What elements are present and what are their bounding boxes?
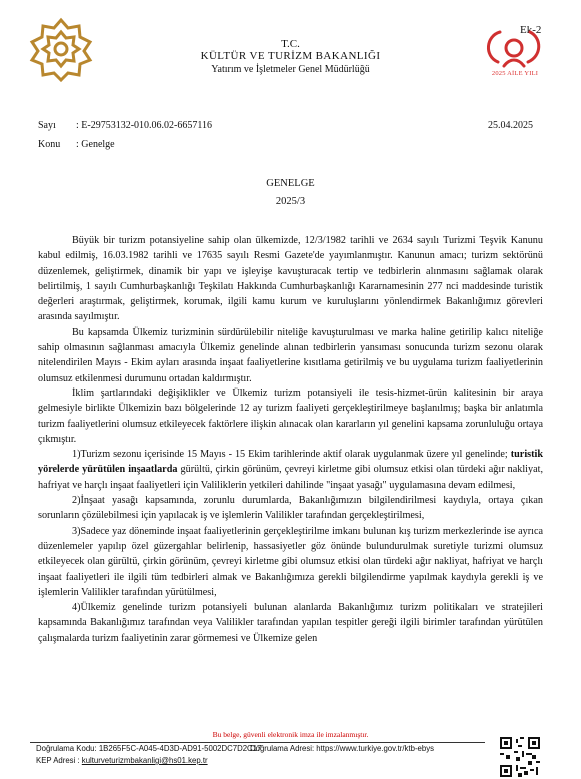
paragraph-2: Bu kapsamda Ülkemiz turizminin sürdürülebilir niteliğe kavuşturulması ve marka haline getirilip kalıcı niteliğe sahip olmasının sağlanması amacıyla Ülkemiz genelinde alınan tedbirlerin yansıması sonucunda turizm sezonu olarak nitelendirilen Mayıs - Ekim ayları arasında inşaat faaliyetlerine kısıtlama getirilmiş ve bu uygulama turizm faaliyetlerinin olumsuz etkilenmesi durumunu ortadan kaldırmıştır. xyxy=(38,326,543,384)
kep-address xyxy=(36,756,208,765)
paragraph-5: 2)İnşaat yasağı kapsamında, zorunlu durumlarda, Bakanlığımızın bilgilendirilmesi kaydıyla, ortaya çıkan sorunların çözülebilmesi için yapılacak iş ve işlemlerin Valilikler tarafından gerçekleştirilmesi, xyxy=(38,495,543,522)
verification-code: Doğrulama Kodu: 1B265F5C-A045-4D3D-AD91-5002DC7D2C17 xyxy=(36,744,262,753)
sayi-label: Sayı xyxy=(38,120,56,131)
paragraph-4-part-a: 1)Turizm sezonu içerisinde 15 Mayıs - 15 Ekim tarihlerinde aktif olarak uygulanmak üzere yıl genelinde; xyxy=(72,449,511,461)
document-title: GENELGE xyxy=(266,178,315,189)
paragraph-3: İklim şartlarındaki değişiklikler ve Ülkemiz turizm potansiyeli ile tesis-hizmet-ürün kalitesinin bir araya gelmesiyle birlikte Ülkemizin bazı bölgelerinde 12 ay turizm faaliyeti gerçekleştirilmeye başlanılmış; başka bir anlatımla turizm faaliyetlerini olumsuz etkileyecek faktörlere ilişkin alınacak olan kararların yıl genelini kapsama zorunluluğu ortaya çıkmıştır. xyxy=(38,387,543,445)
kep-label: KEP Adresi : xyxy=(36,756,82,765)
paragraph-4-bold: turistik yörelerde yürütülen inşaatlarda xyxy=(38,449,543,476)
paragraph-6: 3)Sadece yaz döneminde inşaat faaliyetlerinin gerçekleştirilme imkanı bulunan kış turizm merkezlerinde ise ayrıca düzenlemeler yapılıp özel güzergahlar belirlenip, hassasiyetler göz önünde bulundurulmak suretiyle turizmi olumsuz etkileyecek olan gürültü, çirkin görünüm, çevreyi kirletme gibi olumsuz etkisi olan türdeki ağır nakliyat, hafriyat ve harçlı inşaat faaliyetleri ile ilgili tüm tedbirleri almak ve Bakanlığımıza gerekli bilgilendirme yapılmak kaydıyla gerekli iş ve işlemlerin Valilikler tarafından yürütülmesi, xyxy=(38,525,543,598)
konu-value: : Genelge xyxy=(76,139,115,150)
footer-divider xyxy=(30,742,485,743)
paragraph-4 xyxy=(38,447,543,493)
kep-link[interactable]: kulturveturizmbakanligi@hs01.kep.tr xyxy=(81,756,208,765)
document-number: 2025/3 xyxy=(275,196,306,207)
verification-address[interactable]: Doğrulama Adresi: https://www.turkiye.gov.tr/ktb-ebys xyxy=(250,744,435,753)
family-year-label: 2025 AİLE YILI xyxy=(491,70,539,77)
konu-label: Konu xyxy=(38,139,61,150)
qr-code-icon xyxy=(500,737,540,777)
document-date: 25.04.2025 xyxy=(488,120,533,131)
e-signature-note: Bu belge, güvenli elektronik imza ile imzalanmıştır. xyxy=(212,730,369,739)
annex-label: Ek-2 xyxy=(520,24,542,36)
header-ministry: KÜLTÜR VE TURİZM BAKANLIĞI xyxy=(200,50,381,62)
sayi-value: : E-29753132-010.06.02-6657116 xyxy=(76,120,213,131)
document-body xyxy=(38,233,543,646)
header-directorate: Yatırım ve İşletmeler Genel Müdürlüğü xyxy=(211,64,370,75)
paragraph-4-part-b: gürültü, çirkin görünüm, çevreyi kirletme gibi olumsuz etkisi olan türdeki ağır nakliyat, hafriyat ve harçlı inşaat faaliyetleri için Valiliklerin yetkileri dahilinde "inşaat yasağı" uygulamasına devam edilmesi, xyxy=(38,464,543,491)
paragraph-1: Büyük bir turizm potansiyeline sahip olan ülkemizde, 12/3/1982 tarihli ve 2634 sayılı Turizmi Teşvik Kanunu kabul edilmiş, 16.03.1982 tarihli ve 17635 sayılı Resmi Gazete'de yayımlanmıştır. Kanunun amacı; turizm sektörünü düzenlemek, geliştirmek, dinamik bir yapı ve işleyişe kavuşturacak tertip ve tedbirlerin alınmasını sağlamak olarak belirtilmiş, 1 sayılı Cumhurbaşkanlığı Teşkilatı Hakkında Cumhurbaşkanlığı Kararnamesinin 277 nci maddesinde turistik değerleri araştırmak, geliştirmek, korumak, ilgili kamu kurum ve kuruluşlarını yönlendirmek Bakanlığımız görevleri arasında sayılmıştır. xyxy=(38,235,543,323)
header-tc: T.C. xyxy=(281,38,300,50)
paragraph-7: 4)Ülkemiz genelinde turizm potansiyeli bulunan alanlarda Bakanlığımız turizm politikaları ve stratejileri kapsamında Bakanlığımız tarafından veya Valilikler tarafından yapılan tespitler gereği ilgili birimler tarafından yürütülen çalışmalarda turizm faaliyetinin zarar görmemesi ve Ülkemize gelen xyxy=(38,602,543,644)
